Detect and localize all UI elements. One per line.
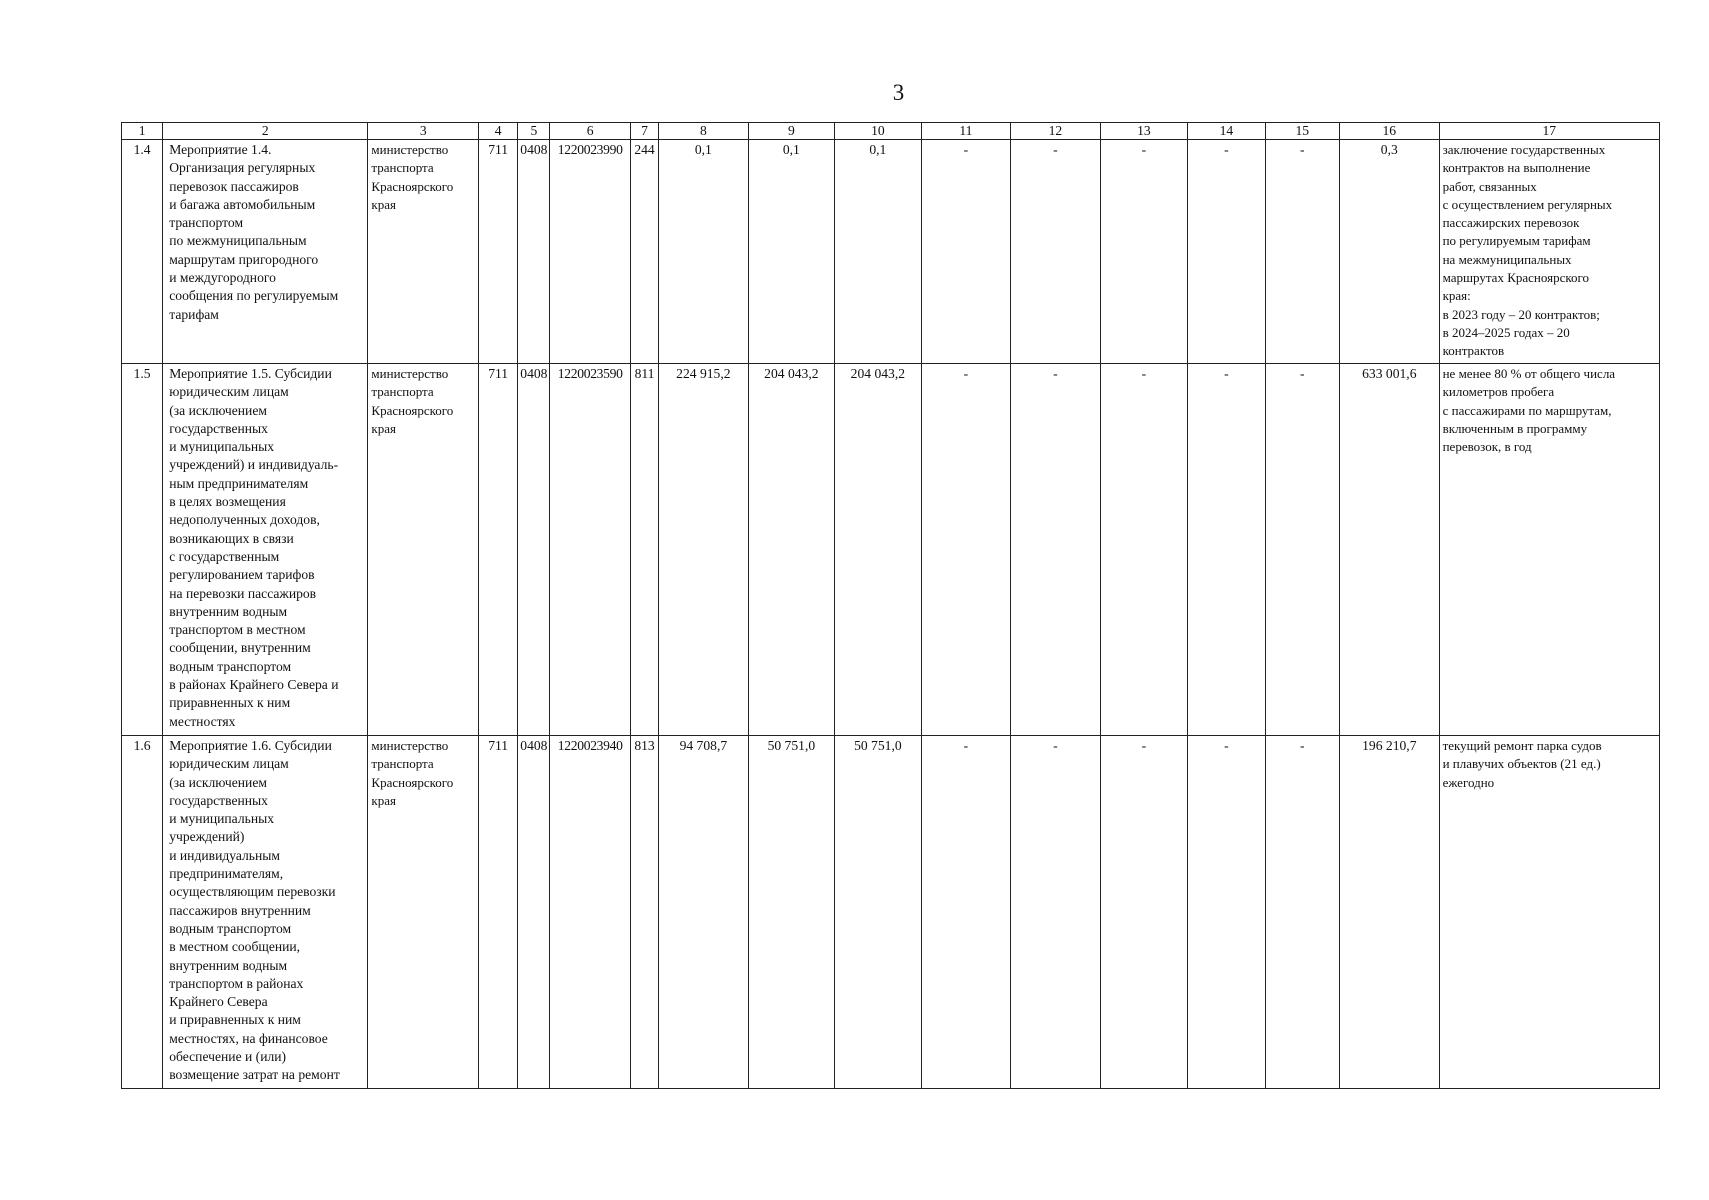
program-events-table [121,122,1660,1089]
expected-result: текущий ремонт парка судов и плавучих объектов (21 ед.) ежегодно [1439,736,1659,1089]
col-11-value: - [921,140,1011,364]
column-header: 2 [163,123,368,140]
column-header: 17 [1439,123,1659,140]
col-15-value: - [1265,736,1339,1089]
event-name: Мероприятие 1.4. Организация регулярных перевозок пассажиров и багажа автомобильным транспортом по межмуниципальным маршрутам пригородного и междугородного сообщения по регулируемым тарифам [163,140,368,364]
expense-total: 0,3 [1340,140,1440,364]
col-12-value: - [1011,364,1101,736]
expected-result: не менее 80 % от общего числа километров пробега с пассажирами по маршрутам, включенным в программу перевозок, в год [1439,364,1659,736]
expense-2024: 204 043,2 [748,364,835,736]
column-header: 10 [835,123,922,140]
col-15-value: - [1265,364,1339,736]
col-12-value: - [1011,140,1101,364]
column-header: 16 [1340,123,1440,140]
column-header: 6 [550,123,630,140]
csr-code: 1220023990 [550,140,630,364]
rzpr-code: 0408 [518,736,550,1089]
grbs-code: 711 [479,736,518,1089]
row-number: 1.6 [122,736,163,1089]
column-header: 15 [1265,123,1339,140]
column-header: 1 [122,123,163,140]
event-name: Мероприятие 1.6. Субсидии юридическим лицам (за исключением государственных и муниципальных учреждений) и индивидуальным предпринимателям, осуществляющим перевозки пассажиров внутренним водным транспортом в местном сообщении, внутренним водным транспортом в районах Крайнего Севера и приравненных к ним местностях, на финансовое обеспечение и (или) возмещение затрат на ремонт [163,736,368,1089]
table-row [122,140,1660,364]
vr-code: 813 [630,736,658,1089]
rzpr-code: 0408 [518,364,550,736]
col-15-value: - [1265,140,1339,364]
col-11-value: - [921,736,1011,1089]
executor: министерство транспорта Красноярского края [368,736,479,1089]
column-header: 8 [659,123,749,140]
csr-code: 1220023590 [550,364,630,736]
table-header-row [122,123,1660,140]
column-header: 13 [1100,123,1188,140]
table-row [122,736,1660,1089]
column-header: 11 [921,123,1011,140]
col-14-value: - [1188,140,1265,364]
column-header: 7 [630,123,658,140]
expense-2025: 50 751,0 [835,736,922,1089]
expense-2023: 94 708,7 [659,736,749,1089]
page-number: 3 [892,80,905,105]
csr-code: 1220023940 [550,736,630,1089]
col-13-value: - [1100,736,1188,1089]
column-header: 12 [1011,123,1101,140]
column-header: 4 [479,123,518,140]
row-number: 1.4 [122,140,163,364]
event-name: Мероприятие 1.5. Субсидии юридическим лицам (за исключением государственных и муниципальных учреждений) и индивидуаль- ным предпринимателям в целях возмещения недополученных доходов, возникающих в связи с государственным регулированием тарифов на перевозки пассажиров внутренним водным транспортом в местном сообщении, внутренним водным транспортом в районах Крайнего Севера и приравненных к ним местностях [163,364,368,736]
col-13-value: - [1100,364,1188,736]
expense-2024: 50 751,0 [748,736,835,1089]
expense-2023: 224 915,2 [659,364,749,736]
vr-code: 811 [630,364,658,736]
expense-2025: 0,1 [835,140,922,364]
column-header: 5 [518,123,550,140]
col-11-value: - [921,364,1011,736]
grbs-code: 711 [479,140,518,364]
expense-2023: 0,1 [659,140,749,364]
column-header: 9 [748,123,835,140]
expense-total: 196 210,7 [1340,736,1440,1089]
table-row [122,364,1660,736]
expense-total: 633 001,6 [1340,364,1440,736]
col-12-value: - [1011,736,1101,1089]
executor: министерство транспорта Красноярского края [368,364,479,736]
col-13-value: - [1100,140,1188,364]
executor: министерство транспорта Красноярского края [368,140,479,364]
column-header: 14 [1188,123,1265,140]
col-14-value: - [1188,364,1265,736]
expense-2024: 0,1 [748,140,835,364]
rzpr-code: 0408 [518,140,550,364]
grbs-code: 711 [479,364,518,736]
expense-2025: 204 043,2 [835,364,922,736]
vr-code: 244 [630,140,658,364]
col-14-value: - [1188,736,1265,1089]
column-header: 3 [368,123,479,140]
expected-result: заключение государственных контрактов на выполнение работ, связанных с осуществлением регулярных пассажирских перевозок по регулируемым тарифам на межмуниципальных маршрутах Красноярского края: в 2023 году – 20 контрактов; в 2024–2025 годах – 20 контрактов [1439,140,1659,364]
row-number: 1.5 [122,364,163,736]
